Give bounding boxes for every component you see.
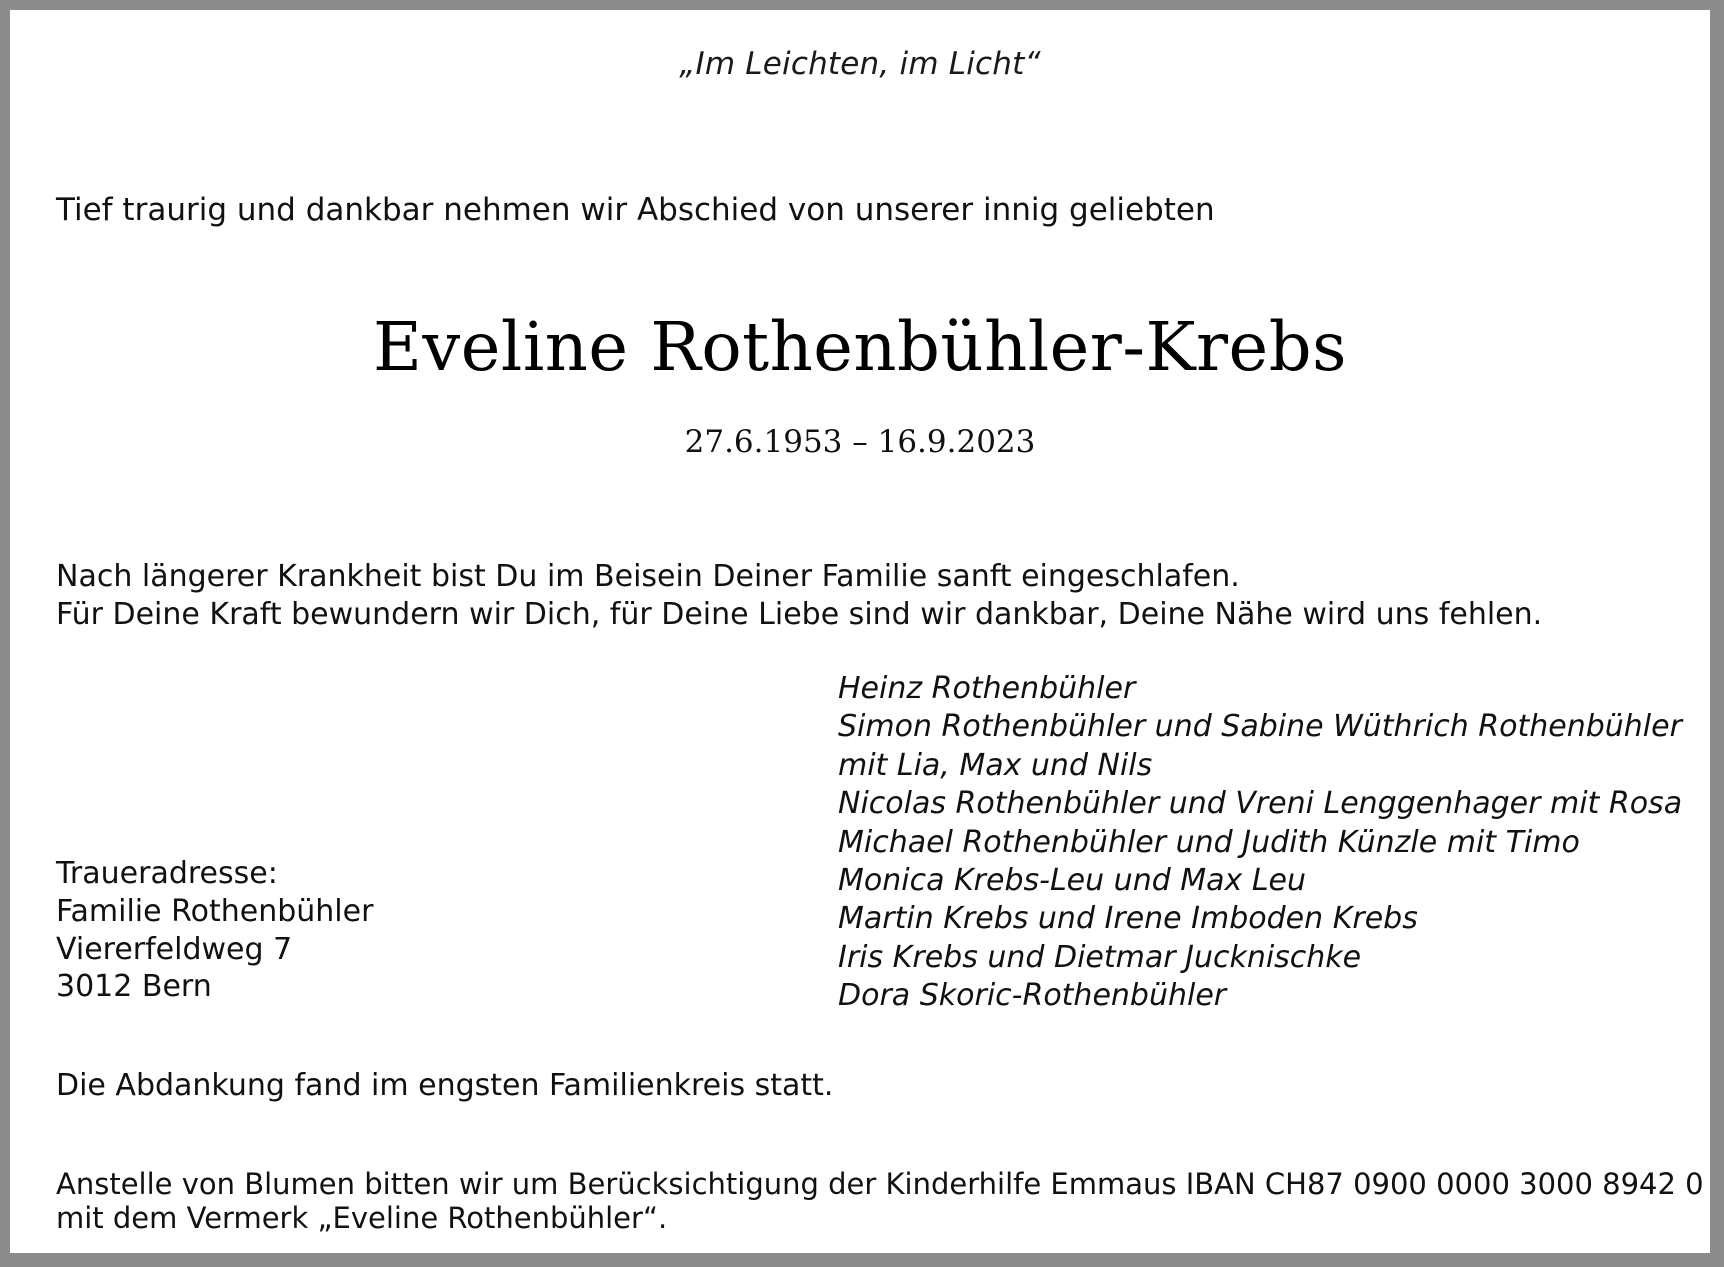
obituary-page	[10, 10, 1710, 1253]
deceased-name: Eveline Rothenbühler-Krebs	[373, 308, 1347, 386]
family-member: Iris Krebs und Dietmar Jucknischke	[838, 939, 1362, 975]
mourning-address-line-3: 3012 Bern	[56, 969, 212, 1005]
mourning-address-label: Traueradresse:	[56, 856, 278, 891]
family-list	[838, 670, 1682, 1016]
body-text	[56, 558, 1676, 635]
funeral-note: Die Abdankung fand im engsten Familienkreis statt.	[56, 1068, 834, 1103]
family-member: Dora Skoric-Rothenbühler	[838, 978, 1227, 1014]
life-dates: 27.6.1953 – 16.9.2023	[684, 424, 1036, 460]
donation-line-2: mit dem Vermerk „Eveline Rothenbühler“.	[56, 1201, 668, 1236]
donation-note	[56, 1167, 1704, 1236]
mourning-address-line-2: Viererfeldweg 7	[56, 931, 293, 967]
body-line-1: Nach längerer Krankheit bist Du im Beisein Deiner Familie sanft eingeschlafen.	[56, 559, 1240, 594]
family-member: Nicolas Rothenbühler und Vreni Lenggenhager mit Rosa	[838, 786, 1683, 822]
donation-line-1: Anstelle von Blumen bitten wir um Berücksichtigung der Kinderhilfe Emmaus IBAN CH87 0900 0000 3000 8942 0	[56, 1167, 1704, 1201]
family-member: Martin Krebs und Irene Imboden Krebs	[838, 901, 1418, 937]
mourning-address-line-1: Familie Rothenbühler	[56, 893, 374, 929]
family-member: Monica Krebs-Leu und Max Leu	[838, 862, 1307, 898]
obituary-content	[10, 10, 1710, 1253]
family-member: Heinz Rothenbühler	[838, 671, 1136, 706]
family-member: Simon Rothenbühler und Sabine Wüthrich Rothenbühler	[838, 709, 1682, 745]
body-line-2: Für Deine Kraft bewundern wir Dich, für Deine Liebe sind wir dankbar, Deine Nähe wird uns fehlen.	[56, 597, 1543, 633]
family-member: mit Lia, Max und Nils	[838, 747, 1153, 783]
mourning-address	[56, 855, 373, 1006]
motto-text: „Im Leichten, im Licht“	[679, 46, 1041, 82]
intro-text: Tief traurig und dankbar nehmen wir Abschied von unserer innig geliebten	[56, 192, 1215, 228]
family-member: Michael Rothenbühler und Judith Künzle mit Timo	[838, 824, 1580, 860]
